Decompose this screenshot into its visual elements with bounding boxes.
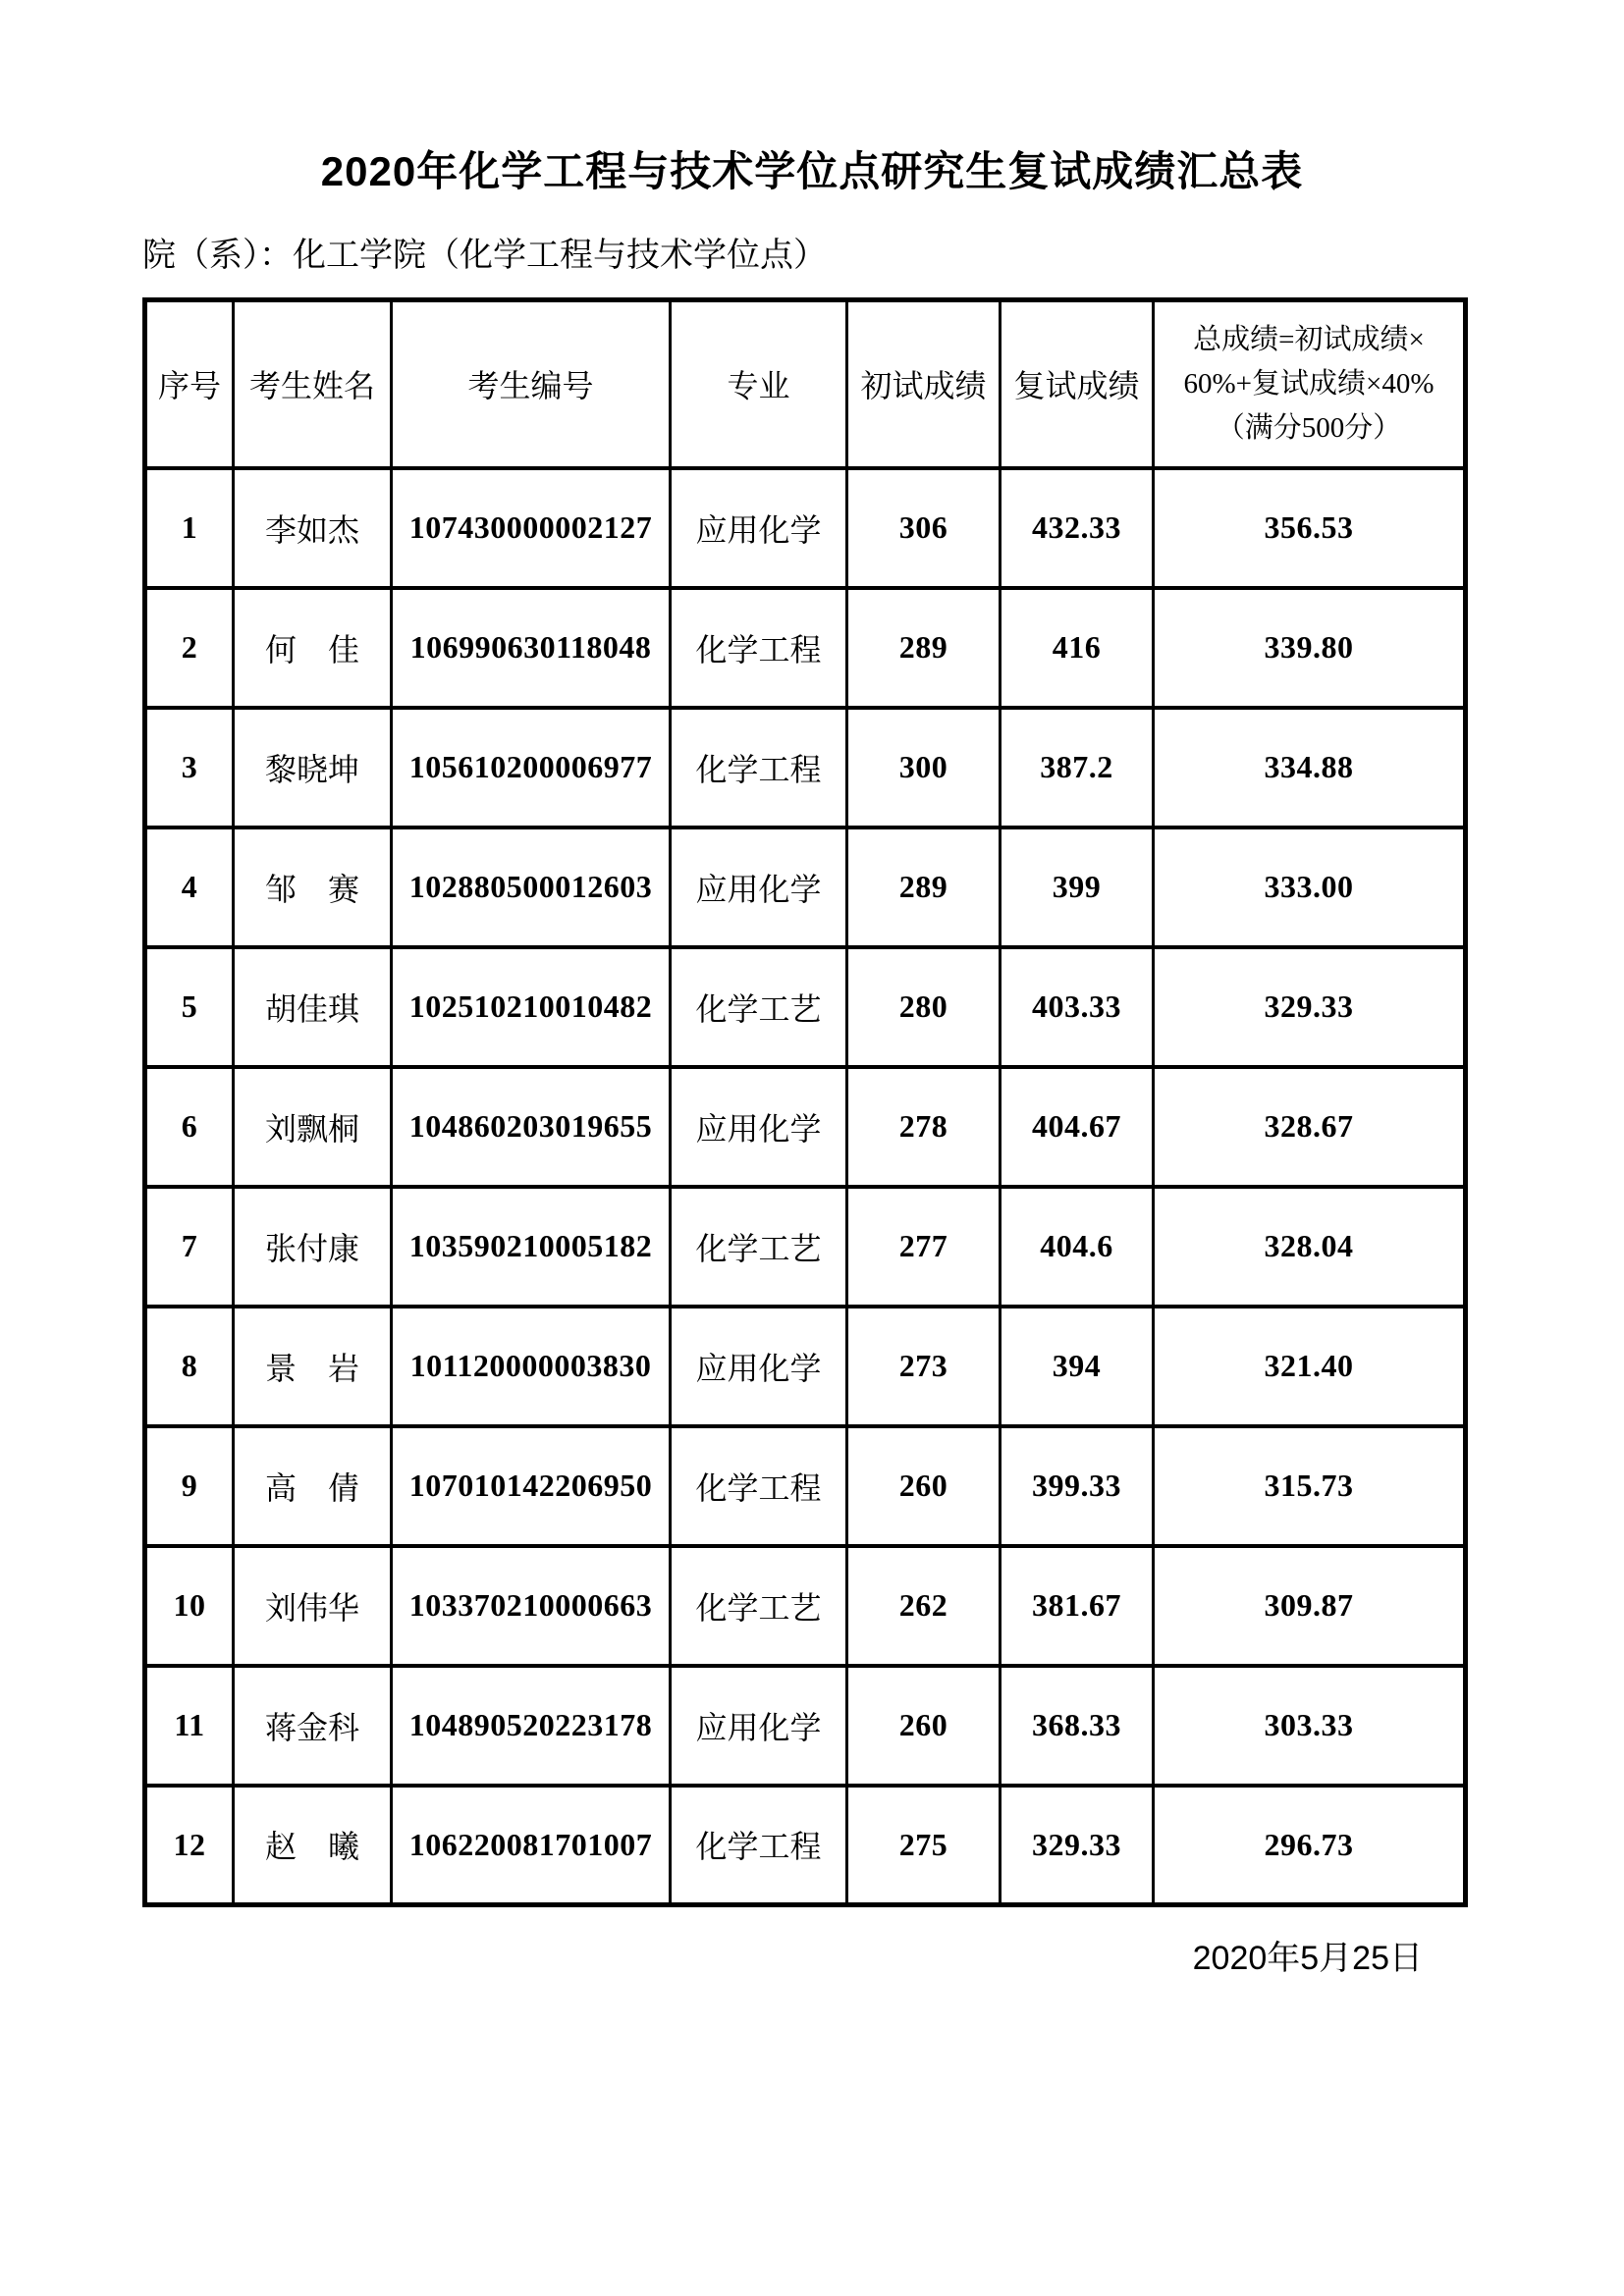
table-cell: 334.88 [1154, 708, 1466, 828]
table-cell: 9 [145, 1426, 234, 1546]
table-cell: 张付康 [234, 1187, 392, 1307]
table-cell: 102880500012603 [392, 828, 671, 947]
table-cell: 10 [145, 1546, 234, 1666]
table-cell: 李如杰 [234, 468, 392, 588]
table-cell: 邹 赛 [234, 828, 392, 947]
table-cell: 394 [1001, 1307, 1154, 1426]
table-cell: 107010142206950 [392, 1426, 671, 1546]
table-cell: 289 [847, 828, 1001, 947]
table-cell: 5 [145, 947, 234, 1067]
table-cell: 404.67 [1001, 1067, 1154, 1187]
table-cell: 273 [847, 1307, 1001, 1426]
table-cell: 328.04 [1154, 1187, 1466, 1307]
table-cell: 景 岩 [234, 1307, 392, 1426]
table-body [145, 468, 1466, 1905]
table-cell: 306 [847, 468, 1001, 588]
page-title: 2020年化学工程与技术学位点研究生复试成绩汇总表 [320, 148, 1304, 194]
table-cell: 7 [145, 1187, 234, 1307]
table-cell: 6 [145, 1067, 234, 1187]
table-cell: 102510210010482 [392, 947, 671, 1067]
table-row [145, 947, 1466, 1067]
header-seq: 序号 [145, 300, 234, 468]
header-major: 专业 [671, 300, 847, 468]
table-cell: 403.33 [1001, 947, 1154, 1067]
table-row [145, 1546, 1466, 1666]
table-cell: 化学工艺 [671, 947, 847, 1067]
table-cell: 104860203019655 [392, 1067, 671, 1187]
table-cell: 277 [847, 1187, 1001, 1307]
table-cell: 化学工艺 [671, 1546, 847, 1666]
table-header-row [145, 300, 1466, 468]
table-cell: 416 [1001, 588, 1154, 708]
table-cell: 106990630118048 [392, 588, 671, 708]
table-cell: 262 [847, 1546, 1001, 1666]
table-cell: 296.73 [1154, 1786, 1466, 1905]
table-row [145, 1426, 1466, 1546]
table-cell: 胡佳琪 [234, 947, 392, 1067]
table-row [145, 468, 1466, 588]
table-cell: 蒋金科 [234, 1666, 392, 1786]
table-row [145, 1067, 1466, 1187]
department-line: 院（系）：化工学院（化学工程与技术学位点） [142, 237, 827, 275]
table-cell: 404.6 [1001, 1187, 1154, 1307]
table-cell: 化学工程 [671, 1786, 847, 1905]
score-table [142, 297, 1468, 1907]
header-retest-score: 复试成绩 [1001, 300, 1154, 468]
table-head [145, 300, 1466, 468]
table-cell: 275 [847, 1786, 1001, 1905]
header-total-score-formula: 总成绩=初试成绩× 60%+复试成绩×40% （满分500分） [1154, 300, 1466, 468]
table-cell: 103370210000663 [392, 1546, 671, 1666]
table-cell: 8 [145, 1307, 234, 1426]
table-cell: 应用化学 [671, 1307, 847, 1426]
table-cell: 329.33 [1154, 947, 1466, 1067]
table-row [145, 1786, 1466, 1905]
table-cell: 356.53 [1154, 468, 1466, 588]
table-row [145, 1666, 1466, 1786]
table-cell: 260 [847, 1426, 1001, 1546]
table-cell: 101120000003830 [392, 1307, 671, 1426]
table-cell: 何 佳 [234, 588, 392, 708]
table-cell: 化学工程 [671, 1426, 847, 1546]
table-cell: 387.2 [1001, 708, 1154, 828]
table-row [145, 1187, 1466, 1307]
table-cell: 328.67 [1154, 1067, 1466, 1187]
table-cell: 315.73 [1154, 1426, 1466, 1546]
table-cell: 刘伟华 [234, 1546, 392, 1666]
table-cell: 107430000002127 [392, 468, 671, 588]
table-row [145, 588, 1466, 708]
table-cell: 12 [145, 1786, 234, 1905]
table-cell: 106220081701007 [392, 1786, 671, 1905]
table-cell: 289 [847, 588, 1001, 708]
table-cell: 399 [1001, 828, 1154, 947]
table-cell: 2 [145, 588, 234, 708]
table-cell: 高 倩 [234, 1426, 392, 1546]
header-initial-score: 初试成绩 [847, 300, 1001, 468]
header-candidate-name: 考生姓名 [234, 300, 392, 468]
table-cell: 300 [847, 708, 1001, 828]
table-row [145, 828, 1466, 947]
table-row [145, 708, 1466, 828]
table-cell: 黎晓坤 [234, 708, 392, 828]
table-row [145, 1307, 1466, 1426]
table-cell: 381.67 [1001, 1546, 1154, 1666]
table-cell: 应用化学 [671, 828, 847, 947]
table-cell: 赵 曦 [234, 1786, 392, 1905]
table-cell: 303.33 [1154, 1666, 1466, 1786]
table-cell: 280 [847, 947, 1001, 1067]
table-cell: 化学工艺 [671, 1187, 847, 1307]
table-cell: 309.87 [1154, 1546, 1466, 1666]
table-cell: 103590210005182 [392, 1187, 671, 1307]
table-cell: 104890520223178 [392, 1666, 671, 1786]
table-cell: 应用化学 [671, 1067, 847, 1187]
table-cell: 1 [145, 468, 234, 588]
table-cell: 应用化学 [671, 1666, 847, 1786]
table-cell: 化学工程 [671, 588, 847, 708]
document-date: 2020年5月25日 [1192, 1940, 1423, 1978]
table-cell: 3 [145, 708, 234, 828]
table-cell: 321.40 [1154, 1307, 1466, 1426]
table-cell: 333.00 [1154, 828, 1466, 947]
table-cell: 339.80 [1154, 588, 1466, 708]
table-cell: 329.33 [1001, 1786, 1154, 1905]
table-cell: 432.33 [1001, 468, 1154, 588]
table-cell: 260 [847, 1666, 1001, 1786]
table-cell: 368.33 [1001, 1666, 1154, 1786]
table-cell: 278 [847, 1067, 1001, 1187]
header-candidate-id: 考生编号 [392, 300, 671, 468]
table-cell: 11 [145, 1666, 234, 1786]
table-cell: 4 [145, 828, 234, 947]
table-cell: 105610200006977 [392, 708, 671, 828]
table-cell: 刘飘桐 [234, 1067, 392, 1187]
table-cell: 399.33 [1001, 1426, 1154, 1546]
table-cell: 化学工程 [671, 708, 847, 828]
table-cell: 应用化学 [671, 468, 847, 588]
